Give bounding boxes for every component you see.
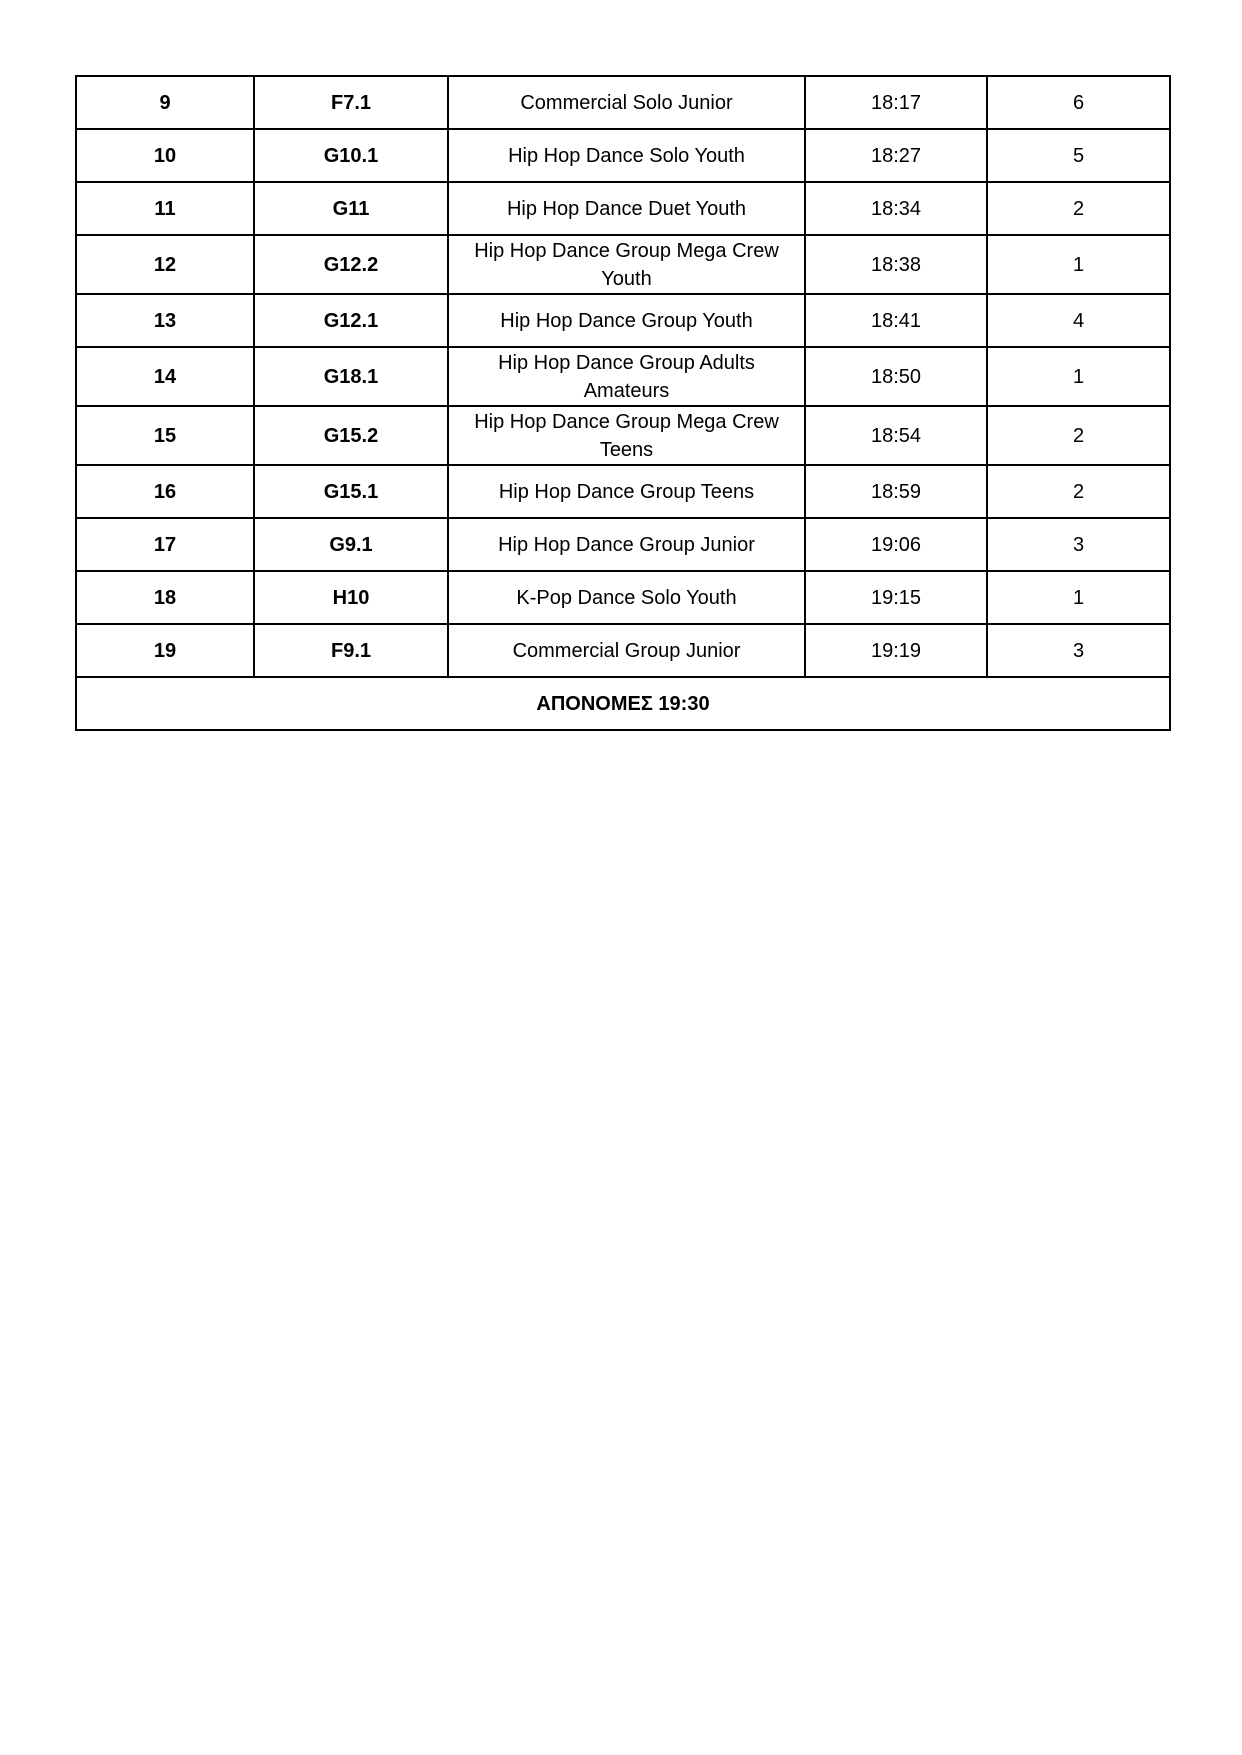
category-name-cell: Hip Hop Dance Group Mega Crew Teens [448, 406, 805, 465]
start-time-cell: 18:59 [805, 465, 987, 518]
category-code-cell: G9.1 [254, 518, 448, 571]
category-name-cell: Hip Hop Dance Group Teens [448, 465, 805, 518]
participant-count-cell: 1 [987, 347, 1170, 406]
participant-count-cell: 1 [987, 571, 1170, 624]
entry-number-cell: 9 [76, 76, 254, 129]
category-code-cell: F9.1 [254, 624, 448, 677]
start-time-cell: 18:38 [805, 235, 987, 294]
entry-number-cell: 15 [76, 406, 254, 465]
category-name-cell: Commercial Solo Junior [448, 76, 805, 129]
category-code-cell: F7.1 [254, 76, 448, 129]
table-row [76, 294, 1170, 347]
category-code-cell: G12.2 [254, 235, 448, 294]
table-row [76, 347, 1170, 406]
table-row [76, 129, 1170, 182]
entry-number-cell: 16 [76, 465, 254, 518]
awards-cell: ΑΠΟΝΟΜΕΣ 19:30 [76, 677, 1170, 730]
category-name-cell: K-Pop Dance Solo Youth [448, 571, 805, 624]
start-time-cell: 18:41 [805, 294, 987, 347]
start-time-cell: 19:15 [805, 571, 987, 624]
table-row [76, 518, 1170, 571]
entry-number-cell: 12 [76, 235, 254, 294]
table-row [76, 624, 1170, 677]
category-code-cell: G11 [254, 182, 448, 235]
entry-number-cell: 17 [76, 518, 254, 571]
participant-count-cell: 5 [987, 129, 1170, 182]
entry-number-cell: 18 [76, 571, 254, 624]
category-code-cell: G18.1 [254, 347, 448, 406]
participant-count-cell: 1 [987, 235, 1170, 294]
table-row [76, 406, 1170, 465]
participant-count-cell: 2 [987, 465, 1170, 518]
table-row [76, 465, 1170, 518]
start-time-cell: 18:27 [805, 129, 987, 182]
category-name-cell: Hip Hop Dance Group Junior [448, 518, 805, 571]
start-time-cell: 18:54 [805, 406, 987, 465]
category-code-cell: G12.1 [254, 294, 448, 347]
category-name-cell: Commercial Group Junior [448, 624, 805, 677]
category-name-cell: Hip Hop Dance Group Youth [448, 294, 805, 347]
table-row [76, 235, 1170, 294]
schedule-table-body [76, 76, 1170, 730]
entry-number-cell: 10 [76, 129, 254, 182]
category-code-cell: G15.1 [254, 465, 448, 518]
entry-number-cell: 19 [76, 624, 254, 677]
participant-count-cell: 3 [987, 624, 1170, 677]
category-code-cell: H10 [254, 571, 448, 624]
entry-number-cell: 11 [76, 182, 254, 235]
awards-row [76, 677, 1170, 730]
category-code-cell: G10.1 [254, 129, 448, 182]
start-time-cell: 18:34 [805, 182, 987, 235]
category-name-cell: Hip Hop Dance Solo Youth [448, 129, 805, 182]
participant-count-cell: 2 [987, 406, 1170, 465]
category-code-cell: G15.2 [254, 406, 448, 465]
participant-count-cell: 4 [987, 294, 1170, 347]
table-row [76, 571, 1170, 624]
category-name-cell: Hip Hop Dance Duet Youth [448, 182, 805, 235]
entry-number-cell: 14 [76, 347, 254, 406]
start-time-cell: 18:17 [805, 76, 987, 129]
schedule-table [75, 75, 1171, 731]
start-time-cell: 19:19 [805, 624, 987, 677]
table-row [76, 182, 1170, 235]
participant-count-cell: 2 [987, 182, 1170, 235]
participant-count-cell: 3 [987, 518, 1170, 571]
start-time-cell: 18:50 [805, 347, 987, 406]
table-row [76, 76, 1170, 129]
participant-count-cell: 6 [987, 76, 1170, 129]
entry-number-cell: 13 [76, 294, 254, 347]
category-name-cell: Hip Hop Dance Group Mega Crew Youth [448, 235, 805, 294]
start-time-cell: 19:06 [805, 518, 987, 571]
category-name-cell: Hip Hop Dance Group Adults Amateurs [448, 347, 805, 406]
